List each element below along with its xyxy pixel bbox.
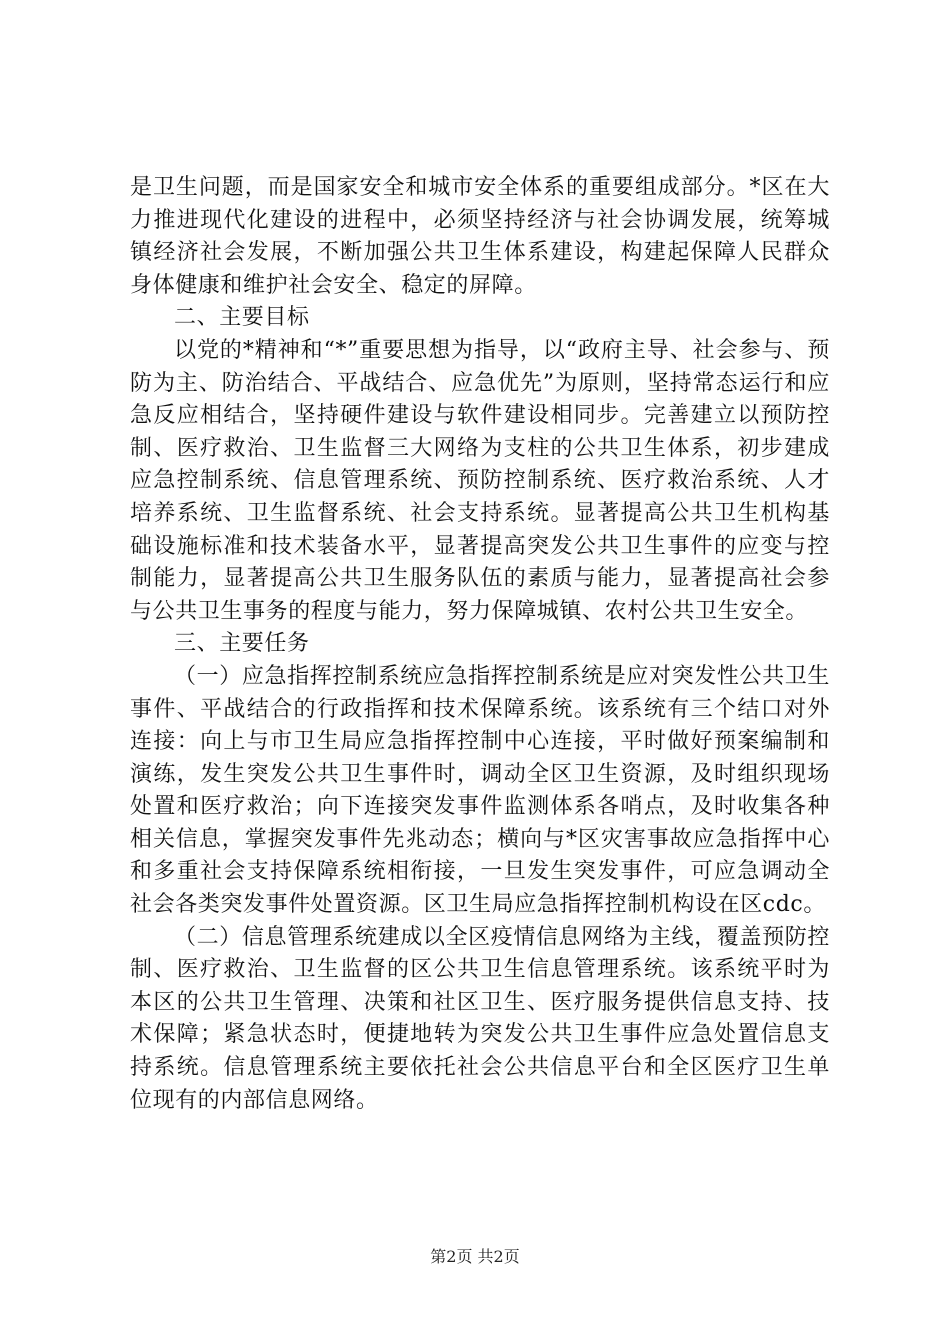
body-text [130, 172, 830, 1117]
section-heading-goals: 二、主要目标 [174, 305, 310, 331]
paragraph-information-management: （二）信息管理系统建成以全区疫情信息网络为主线，覆盖预防控制、医疗救治、卫生监督的区公共卫生信息管理系统。该系统平时为本区的公共卫生管理、决策和社区卫生、医疗服务提供信息支持、技术保障；紧急状态时，便捷地转为突发公共卫生事件应急处置信息支持系统。信息管理系统主要依托社会公共信息平台和全区医疗卫生单位现有的内部信息网络。 [130, 924, 830, 1113]
paragraph-continuation: 是卫生问题，而是国家安全和城市安全体系的重要组成部分。*区在大力推进现代化建设的进程中，必须坚持经济与社会协调发展，统筹城镇经济社会发展，不断加强公共卫生体系建设，构建起保障人民群众身体健康和维护社会安全、稳定的屏障。 [130, 175, 830, 298]
section-heading-tasks: 三、主要任务 [174, 631, 310, 657]
paragraph-goals: 以党的*精神和“*”重要思想为指导，以“政府主导、社会参与、预防为主、防治结合、平战结合、应急优先”为原则，坚持常态运行和应急反应相结合，坚持硬件建设与软件建设相同步。完善建立以预防控制、医疗救治、卫生监督三大网络为支柱的公共卫生体系，初步建成应急控制系统、信息管理系统、预防控制系统、医疗救治系统、人才培养系统、卫生监督系统、社会支持系统。显著提高公共卫生机构基础设施标准和技术装备水平，显著提高突发公共卫生事件的应变与控制能力，显著提高公共卫生服务队伍的素质与能力，显著提高社会参与公共卫生事务的程度与能力，努力保障城镇、农村公共卫生安全。 [130, 337, 830, 624]
paragraph-emergency-command: （一）应急指挥控制系统应急指挥控制系统是应对突发性公共卫生事件、平战结合的行政指挥和技术保障系统。该系统有三个结口对外连接：向上与市卫生局应急指挥控制中心连接，平时做好预案编制和演练，发生突发公共卫生事件时，调动全区卫生资源，及时组织现场处置和医疗救治；向下连接突发事件监测体系各哨点，及时收集各种相关信息，掌握突发事件先兆动态；横向与*区灾害事故应急指挥中心和多重社会支持保障系统相衔接，一旦发生突发事件，可应急调动全社会各类突发事件处置资源。区卫生局应急指挥控制机构设在区cdc。 [130, 663, 830, 918]
page-footer: 第2页 共2页 [430, 1247, 520, 1266]
